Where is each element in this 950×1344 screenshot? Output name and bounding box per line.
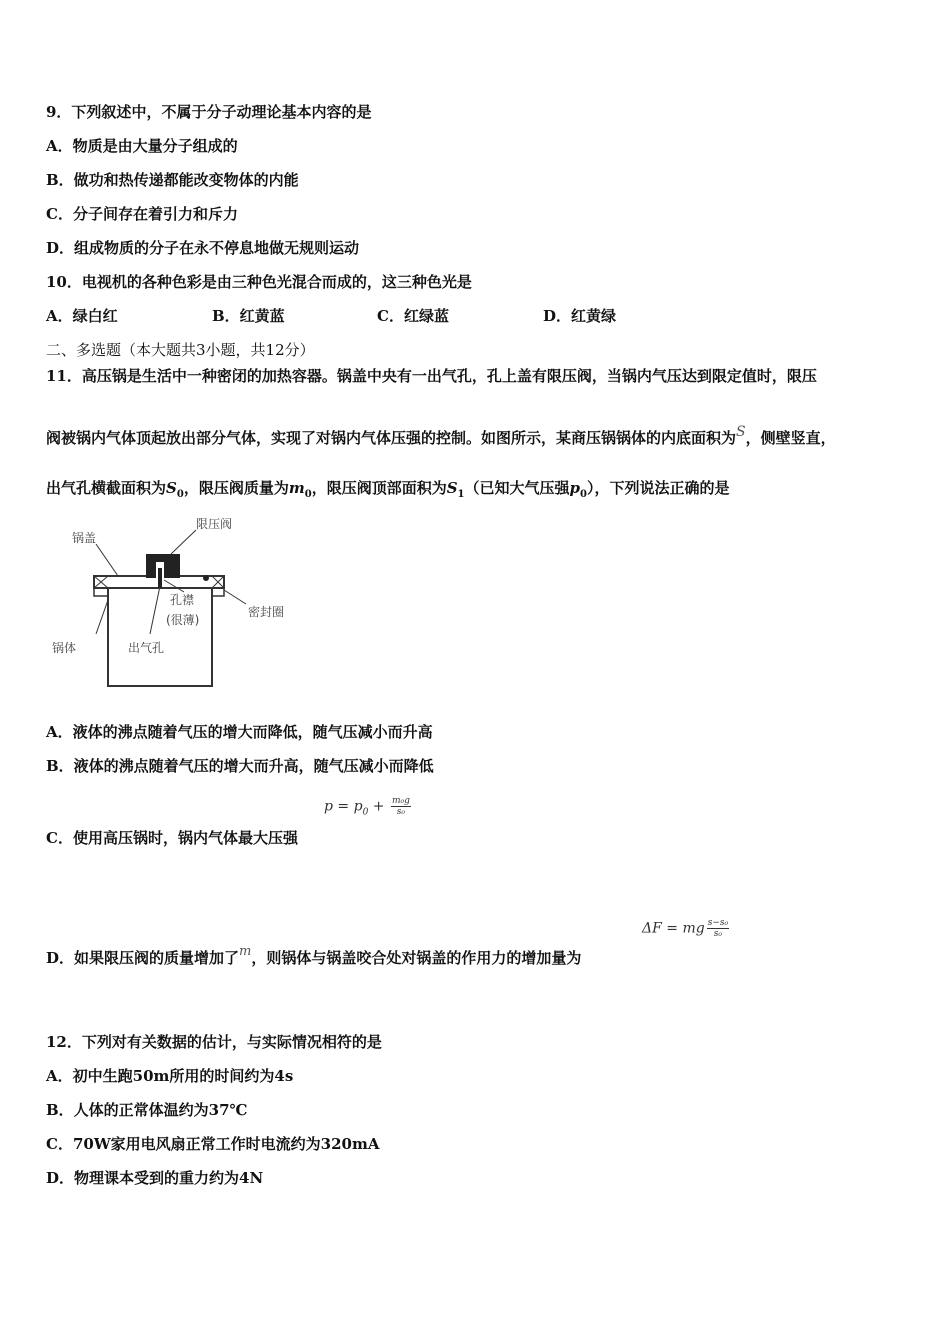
q12-option-a: A．初中生跑50m所用的时间约为4s — [46, 1067, 294, 1085]
q11-c-formula-num: m₀g — [391, 796, 410, 806]
label-hole-edge: 孔襟 — [170, 593, 195, 607]
label-vent: 出气孔 — [128, 641, 165, 655]
q11-c-formula-plus: + — [368, 798, 389, 815]
q11-d-formula-den: s₀ — [713, 929, 723, 939]
q11-c-formula-sub: 0 — [362, 807, 369, 818]
seal-dot — [203, 575, 209, 581]
q12-option-d: D．物理课本受到的重力约为4N — [46, 1169, 264, 1187]
q11-stem-line3-d: （已知大气压强 — [464, 479, 570, 497]
q11-c-formula — [324, 796, 411, 817]
label-lid: 锅盖 — [72, 531, 97, 545]
q11-option-c: C．使用高压锅时，锅内气体最大压强 — [46, 829, 298, 847]
q11-d-formula-lhs: ΔF = mg — [642, 920, 705, 937]
section-heading: 二、多选题（本大题共3小题，共12分） — [46, 341, 315, 359]
q10-option-c: C．红绿蓝 — [377, 307, 449, 325]
q11-option-b: B．液体的沸点随着气压的增大而升高，随气压减小而降低 — [46, 757, 434, 775]
q11-symbol-s0: S — [166, 479, 177, 497]
q9-option-d: D．组成物质的分子在永不停息地做无规则运动 — [46, 239, 360, 257]
q12-stem: 12．下列对有关数据的估计，与实际情况相符的是 — [46, 1033, 382, 1051]
q11-stem-line2-b: ，侧壁竖直， — [745, 429, 836, 447]
label-body: 锅体 — [52, 641, 77, 655]
q9-option-b: B．做功和热传递都能改变物体的内能 — [46, 171, 299, 189]
q11-stem-line3-b: ，限压阀质量为 — [183, 479, 289, 497]
leader-seal — [224, 590, 246, 604]
q11-c-formula-frac — [391, 796, 411, 817]
q11-symbol-p0-sub: 0 — [580, 489, 587, 500]
q11-option-d-b: ，则锅体与锅盖咬合处对锅盖的作用力的增加量为 — [251, 949, 582, 967]
leader-vent — [150, 586, 160, 634]
vent-pipe — [158, 568, 162, 588]
label-hole-note: (很薄) — [166, 613, 200, 627]
q11-symbol-s: S — [736, 424, 746, 440]
q9-option-c: C．分子间存在着引力和斥力 — [46, 205, 238, 223]
q11-c-formula-lhs: p = p — [324, 798, 363, 815]
q11-d-formula-num: s−s₀ — [707, 918, 729, 928]
q11-d-formula-frac — [707, 918, 729, 939]
q11-symbol-m0: m — [288, 479, 305, 497]
q11-stem-line3-a: 出气孔横截面积为 — [46, 479, 167, 497]
q11-symbol-s0-sub: 0 — [176, 489, 184, 500]
q11-stem-line2 — [46, 424, 836, 449]
q11-symbol-m: m — [239, 944, 252, 959]
q11-stem-line3 — [46, 478, 730, 505]
q9-stem: 9．下列叙述中，不属于分子动理论基本内容的是 — [46, 103, 372, 121]
q12-option-c: C．70W家用电风扇正常工作时电流约为320mA — [46, 1135, 380, 1153]
q11-symbol-p0: p — [569, 479, 581, 497]
cooker-body-outline — [108, 588, 212, 686]
q10-option-d: D．红黄绿 — [543, 307, 617, 325]
q11-option-a: A．液体的沸点随着气压的增大而降低，随气压减小而升高 — [46, 723, 433, 741]
q11-d-formula — [642, 918, 729, 939]
q11-c-formula-den: s₀ — [396, 807, 405, 817]
q12-option-b: B．人体的正常体温约为37℃ — [46, 1101, 248, 1119]
q10-option-b: B．红黄蓝 — [212, 307, 285, 325]
pressure-cooker-diagram — [46, 510, 316, 700]
q11-option-d-a: D．如果限压阀的质量增加了 — [46, 949, 240, 967]
leader-body — [96, 600, 108, 634]
q11-option-d — [46, 944, 582, 970]
q10-stem: 10．电视机的各种色彩是由三种色光混合而成的，这三种色光是 — [46, 273, 472, 291]
q10-option-a: A．绿白红 — [46, 307, 118, 325]
leader-valve — [171, 530, 196, 554]
q11-symbol-m0-sub: 0 — [304, 489, 312, 500]
q11-stem-line2-a: 阀被锅内气体顶起放出部分气体，实现了对锅内气体压强的控制。如图所示，某商压锅锅体的内底面积为 — [46, 429, 737, 447]
q9-option-a: A．物质是由大量分子组成的 — [46, 137, 238, 155]
q11-symbol-s1-sub: 1 — [457, 489, 465, 500]
label-seal: 密封圈 — [248, 605, 285, 619]
q11-stem-line3-e: ），下列说法正确的是 — [587, 479, 730, 497]
q11-stem-line1: 11．高压锅是生活中一种密闭的加热容器。锅盖中央有一出气孔，孔上盖有限压阀，当锅内气压达到限定值时，限压 — [46, 367, 817, 385]
q11-stem-line3-c: ，限压阀顶部面积为 — [311, 479, 447, 497]
q11-symbol-s1: S — [446, 479, 458, 497]
leader-lid — [96, 544, 118, 576]
label-valve: 限压阀 — [196, 517, 233, 531]
